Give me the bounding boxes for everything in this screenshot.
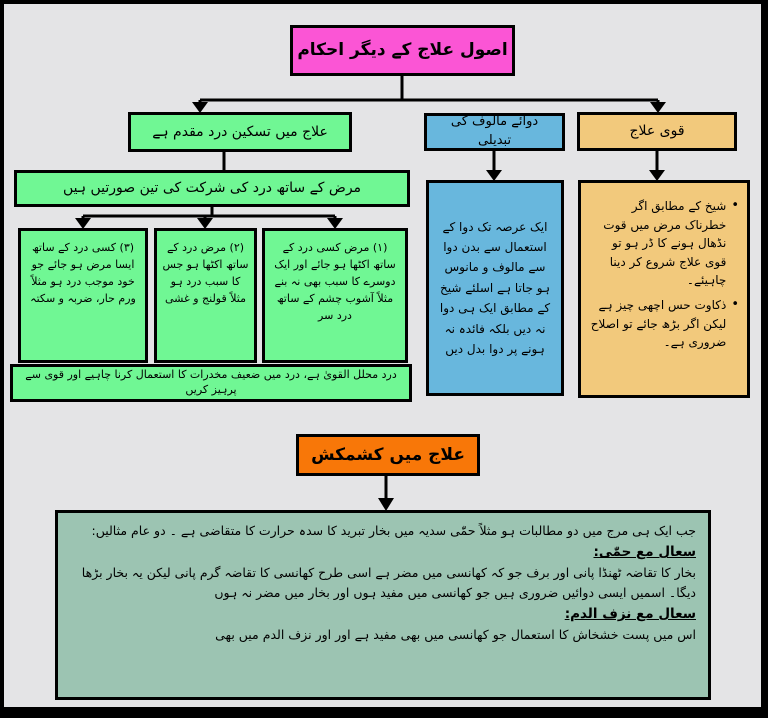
- main-title-text: اصول علاج کے دیگر احکام: [297, 40, 508, 61]
- strong-bullet-1-text: شیخ کے مطابق اگر خطرناک مرض میں قوت نڈھال ہونے کا ڈر ہو تو قوی علاج شروع کر دینا چاہیئے۔: [603, 199, 727, 288]
- pain-note-bar: [10, 364, 412, 402]
- conflict-detail-box: [55, 510, 711, 700]
- strong-bullet-1: [587, 197, 739, 290]
- example-1-heading: سعال مع حمّٰی:: [593, 544, 696, 561]
- branch-pain-header-text: علاج میں تسکین درد مقدم ہے: [152, 123, 328, 140]
- pain-case-3-text: (۳) کسی درد کے ساتھ ایسا مرض ہو جائے جو خود موجب درد ہو مثلاً ورم حار، ضربہ و سکتہ: [30, 241, 136, 306]
- main-title-box: [290, 25, 515, 76]
- pain-subheader-band: [14, 170, 410, 207]
- bullet-dot-icon: •: [731, 198, 739, 213]
- pain-note-text: درد محلل القویٰ ہے، درد میں ضعیف مخدرات کا استعمال کرنا چاہیے اور قوی سے پرہیز کریں: [25, 368, 397, 396]
- pain-case-1-text: (۱) مرض کسی درد کے ساتھ اکٹھا ہو جائے اور ایک دوسرے کا سبب بھی نہ بنے مثلاً آشوب چشم کے ساتھ درد سر: [274, 241, 396, 323]
- conflict-title-box: [296, 434, 480, 476]
- pain-case-3-box: [18, 228, 148, 363]
- medicine-body-box: [426, 180, 564, 396]
- branch-strong-header: [577, 112, 737, 151]
- strong-body-box: [578, 180, 750, 398]
- branch-medicine-header: [424, 113, 565, 151]
- medicine-body-text: ایک عرصہ تک دوا کے استعمال سے بدن دوا سے مالوف و مانوس ہو جاتا ہے اسلئے شیخ کے مطابق ایک ہی دوا نہ دیں بلکہ فائدہ نہ ہونے پر دوا بدل دیں: [439, 219, 551, 356]
- pain-case-2-box: [154, 228, 257, 363]
- branch-strong-header-text: قوی علاج: [629, 123, 685, 140]
- example-2-body: اس میں پست خشخاش کا استعمال جو کھانسی میں بھی مفید ہے اور اور نزف الدم میں بھی: [215, 626, 696, 642]
- strong-bullet-2-text: ذکاوت حس اچھی چیز ہے لیکن اگر بڑھ جائے تو اصلاح ضروری ہے۔: [590, 297, 727, 350]
- branch-pain-header: [128, 112, 352, 152]
- pain-case-1-box: [262, 228, 408, 363]
- example-2-heading: سعال مع نزف الدم:: [564, 606, 696, 623]
- conflict-intro-text: جب ایک ہی مرج میں دو مطالبات ہو مثلاً حمّٰی سدیہ میں بخار تبرید کا سدہ حرارت کا متقاضی ہے ۔ دو عام مثالیں:: [91, 523, 696, 538]
- bullet-dot-icon: •: [731, 296, 739, 312]
- pain-subheader-text: مرض کے ساتھ درد کی شرکت کی تین صورتیں ہیں: [62, 180, 362, 197]
- pain-case-2-text: (۲) مرض درد کے ساتھ اکٹھا ہو جس کا سبب درد ہو مثلاً قولنج و غشی: [162, 241, 249, 306]
- strong-bullet-2: [587, 296, 739, 352]
- example-1-body: بخار کا تقاضہ ٹھنڈا پانی اور برف جو کہ کھانسی میں مضر ہے اسی طرح کھانسی کا تقاضہ گرم پانی لیکن یہ بخار بڑھا دیگا۔ اسمیں ایسی دوائیں ضروری ہیں جو کھانسی میں مفید ہوں اور بخار میں مضر نہ ہوں: [81, 565, 696, 600]
- branch-medicine-header-text: دوائے مالوف کی تبدیلی: [450, 114, 539, 148]
- conflict-title-text: علاج میں کشمکش: [311, 444, 465, 465]
